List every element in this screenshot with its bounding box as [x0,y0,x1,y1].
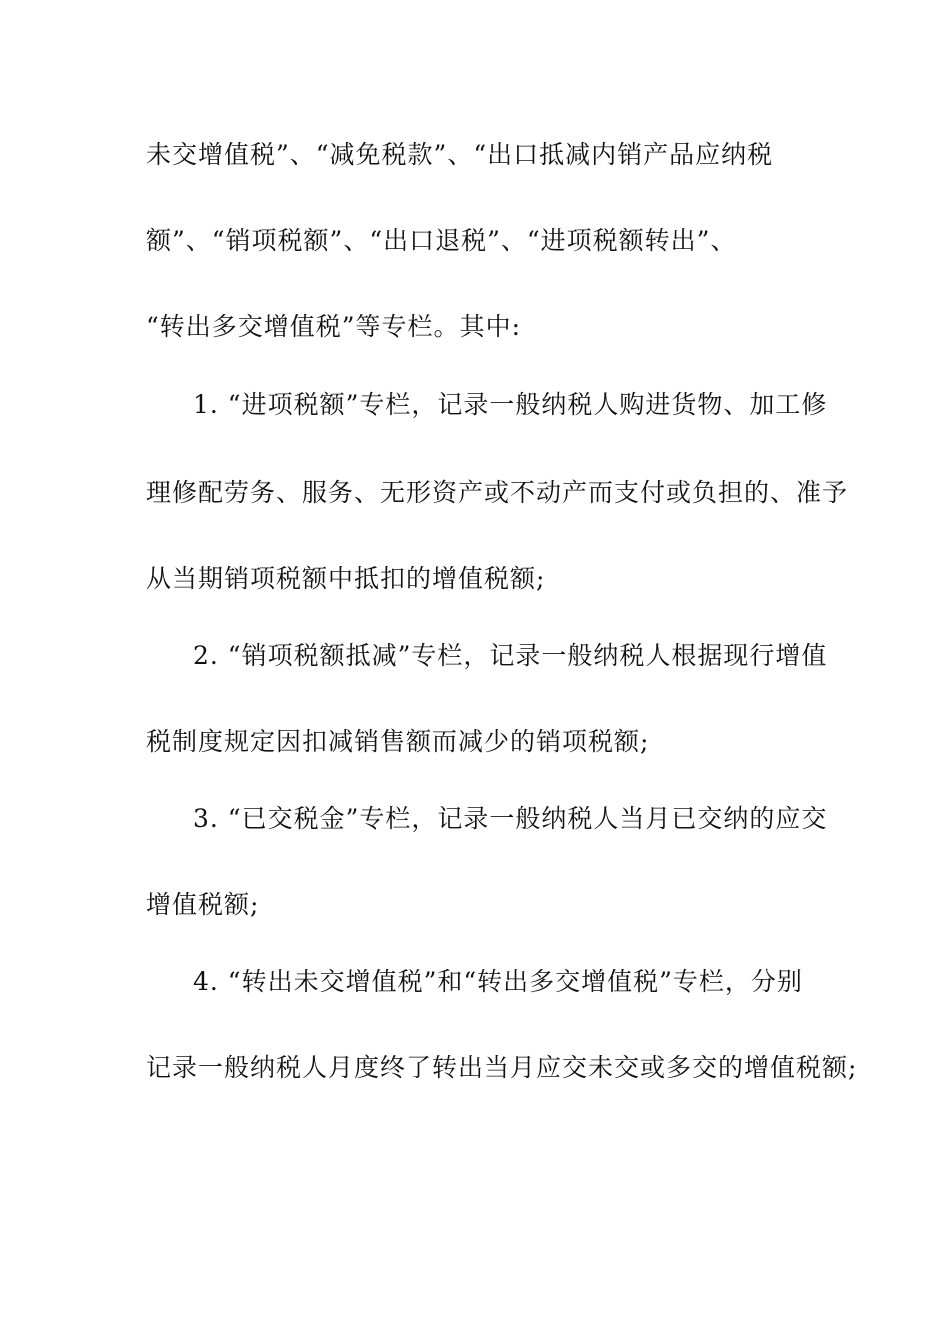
list-item-3-line: 3. “已交税金”专栏，记录一般纳税人当月已交纳的应交 [193,804,828,833]
list-item-1-line: 1. “进项税额”专栏，记录一般纳税人购进货物、加工修 [193,390,828,419]
text-line: 记录一般纳税人月度终了转出当月应交未交或多交的增值税额; [146,1053,858,1082]
list-item-4-line: 4. “转出未交增值税”和“转出多交增值税”专栏，分别 [193,967,803,996]
list-item-2-line: 2. “销项税额抵减”专栏，记录一般纳税人根据现行增值 [193,641,828,670]
text-line: 未交增值税”、“减免税款”、“出口抵减内销产品应纳税 [146,140,774,169]
text-line: 额”、“销项税额”、“出口退税”、“进项税额转出”、 [146,226,737,255]
text-line: 从当期销项税额中抵扣的增值税额; [146,564,546,593]
text-line: 税制度规定因扣减销售额而减少的销项税额; [146,727,650,756]
text-line: 理修配劳务、服务、无形资产或不动产而支付或负担的、准予 [146,478,849,507]
text-line: 增值税额; [146,890,260,919]
text-line: “转出多交增值税”等专栏。其中: [146,312,521,341]
